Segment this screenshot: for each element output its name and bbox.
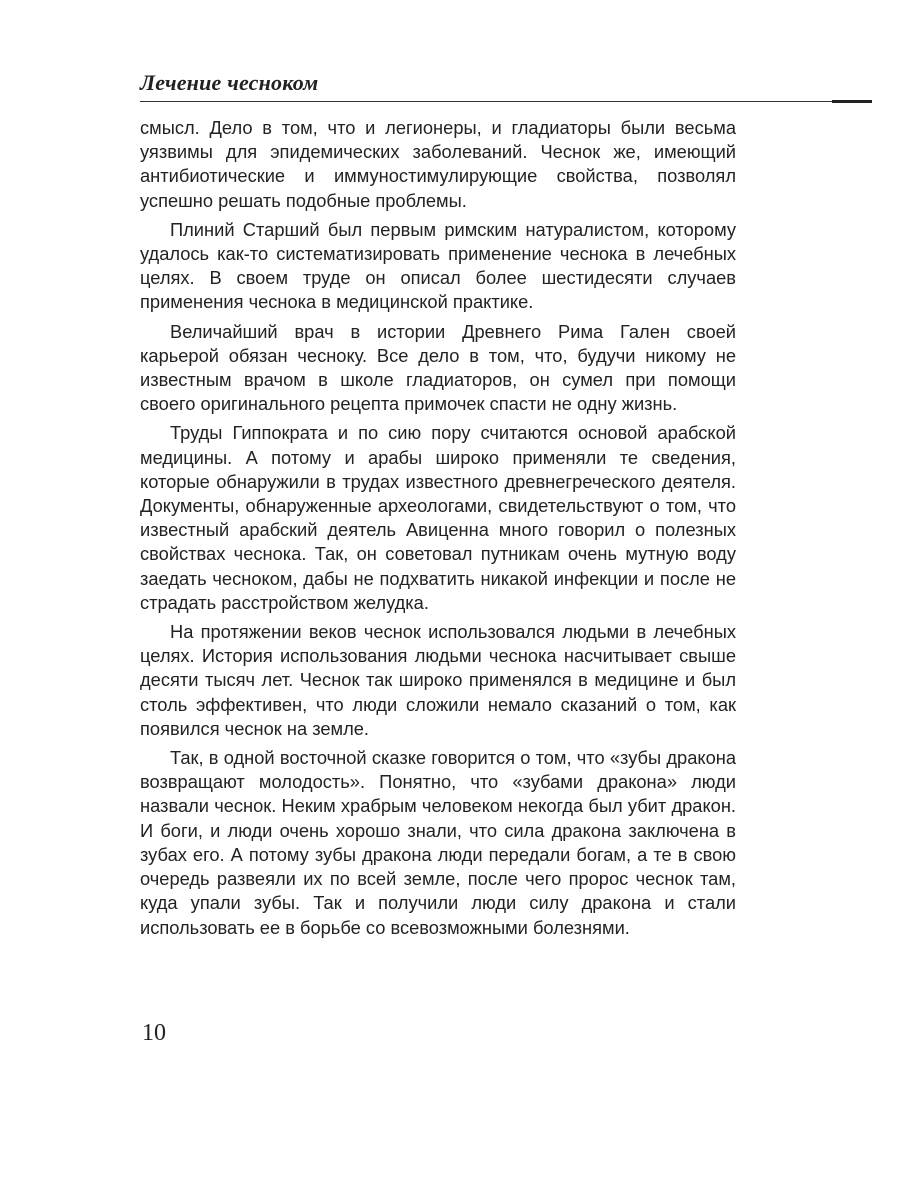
page-number: 10	[142, 1020, 166, 1046]
running-head-title: Лечение чесноком	[140, 70, 319, 95]
header-rule-accent	[832, 100, 872, 103]
header-rule	[140, 101, 832, 102]
paragraph-dragon-tale: Так, в одной восточной сказке говорится о том, что «зубы дракона возвращают молодость». Понятно, что «зубами дракона» люди назвали чеснок. Неким храбрым человеком некогда был убит дракон. И боги, и люди очень хорошо знали, что сила дракона заключена в зубах его. А потому зубы дракона люди передали богам, а те в свою очередь развеяли их по всей земле, после чего пророс чеснок там, куда упали зубы. Так и получили люди силу дракона и стали использовать ее в борьбе со всевозможными болезнями.	[140, 747, 736, 938]
paragraph-galen: Величайший врач в истории Древнего Рима Гален своей карьерой обязан чесноку. Все дело в том, что, будучи никому не известным врачом в школе гладиаторов, он сумел при помощи своего оригинального рецепта примочек спасти не одну жизнь.	[140, 320, 736, 415]
paragraph-history: На протяжении веков чеснок использовался людьми в лечебных целях. История использования людьми чеснока насчитывает свыше десяти тысяч лет. Чеснок так широко применялся в медицине и был столь эффективен, что люди сложили немало сказаний о том, как появился чеснок на земле.	[140, 621, 736, 739]
paragraph-continuation: смысл. Дело в том, что и легионеры, и гладиаторы были весьма уязвимы для эпидемических заболеваний. Чеснок же, имеющий антибиотические и иммуностимулирующие свойства, позволял успешно решать подобные проблемы.	[140, 117, 736, 211]
paragraph-hippocrates: Труды Гиппократа и по сию пору считаются основой арабской медицины. А потому и арабы широко применяли те сведения, которые обнаружили в трудах известного древнегреческого деятеля. Документы, обнаруженные археологами, свидетельствуют о том, что известный арабский деятель Авиценна много говорил о полезных свойствах чеснока. Так, он советовал путникам очень мутную воду заедать чесноком, дабы не подхватить никакой инфекции и после не страдать расстройством желудка.	[140, 422, 736, 613]
paragraph-pliny: Плиний Старший был первым римским натуралистом, которому удалось как-то систематизировать применение чеснока в лечебных целях. В своем труде он описал более шестидесяти случаев применения чеснока в медицинской практике.	[140, 218, 736, 313]
body-text	[140, 116, 736, 940]
